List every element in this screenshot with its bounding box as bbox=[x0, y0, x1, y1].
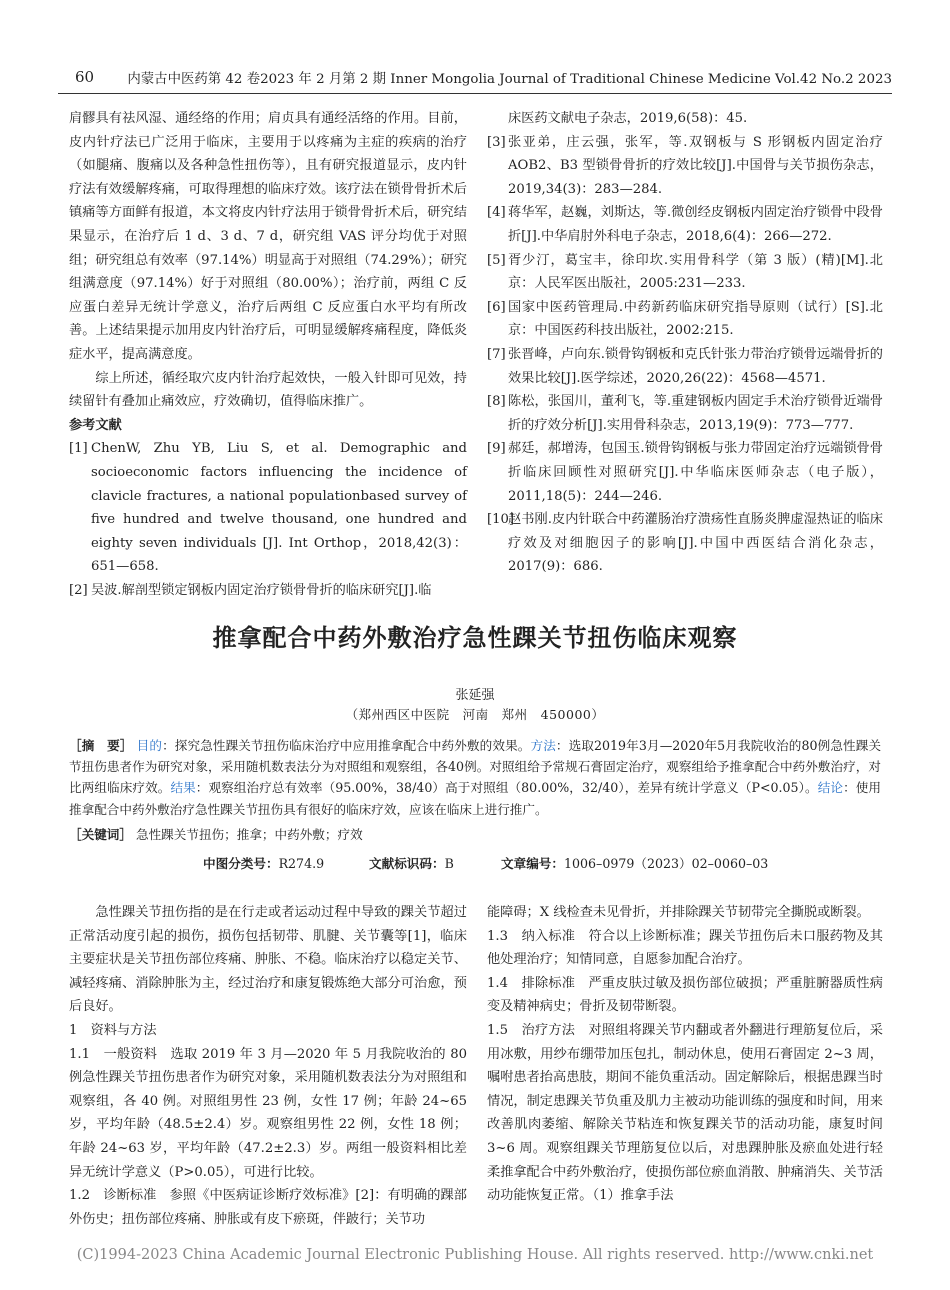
reference-item bbox=[69, 437, 467, 579]
document-code-value: B bbox=[444, 856, 454, 871]
reference-text: 蒋华军，赵巍，刘斯达，等.微创经皮钢板内固定治疗锁骨中段骨折[J].中华肩肘外科电子杂志，2018,6(4)：266—272. bbox=[508, 205, 883, 244]
body-paragraph: 急性踝关节扭伤指的是在行走或者运动过程中导致的踝关节超过正常活动度引起的损伤，损伤包括韧带、肌腱、关节囊等[1]，临床主要症状是关节扭伤部位疼痛、肿胀、不稳。临床治疗以稳定关节、减轻疼痛、消除肿胀为主，经过治疗和康复锻炼绝大部分可治愈，预后良好。 bbox=[69, 905, 467, 1015]
reference-number: [2] bbox=[69, 582, 88, 598]
header-rule bbox=[58, 93, 892, 94]
reference-item bbox=[69, 579, 467, 603]
keywords-text: 急性踝关节扭伤；推拿；中药外敷；疗效 bbox=[135, 827, 363, 842]
reference-text: 郝廷，郝增涛，包国玉.锁骨钩钢板与张力带固定治疗远端锁骨骨折临床回顾性对照研究[J].中华临床医师杂志（电子版），2011,18(5)：244—246. bbox=[508, 441, 883, 504]
reference-number: [7] bbox=[487, 346, 506, 362]
reference-number: [9] bbox=[487, 441, 506, 457]
reference-number: [10] bbox=[487, 512, 515, 528]
page-header bbox=[58, 68, 892, 94]
body-paragraph: 1.5 治疗方法 对照组将踝关节内翻或者外翻进行理筋复位后，采用冰敷，用纱布绷带加压包扎，制动休息，使用石膏固定 2~3 周，嘱咐患者抬高患肢，期间不能负重活动。固定解除后，根据患踝当时情况，制定患踝关节负重及肌力主被动功能训练的强度和时间，用来改善肌肉萎缩、解除关节粘连和恢复踝关节的活动功能，康复时间 3~6 周。观察组踝关节理筋复位以后，对患踝肿胀及瘀血处进行轻柔推拿配合中药外敷治疗，使损伤部位瘀血消散、肿痛消失、关节活动功能恢复正常。（1）推拿手法 bbox=[487, 1022, 883, 1204]
reference-item bbox=[487, 296, 883, 343]
abstract bbox=[69, 735, 881, 820]
reference-text: ChenW, Zhu YB, Liu S, et al. Demographic and socioeconomic factors influencing the incidence of clavicle fractures, a national populationbased survey of five hundred and twelve thousand, one hundred and eighty seven individuals [J]. Int Orthop，2018,42(3)：651—658. bbox=[91, 441, 467, 575]
keywords-label: ［关键词］ bbox=[69, 827, 132, 842]
conclusion-text: ：使用推拿配合中药外敷治疗急性踝关节扭伤具有很好的临床疗效，应该在临床上进行推广。 bbox=[69, 780, 882, 817]
keywords bbox=[69, 824, 881, 843]
article-title: 推拿配合中药外敷治疗急性踝关节扭伤临床观察 bbox=[212, 624, 738, 652]
reference-item bbox=[487, 390, 883, 437]
body-paragraph: 1.1 一般资料 选取 2019 年 3 月—2020 年 5 月我院收治的 80 例急性踝关节扭伤患者作为研究对象，采用随机数表法分为对照组和观察组，各 40 例。对照组男性 23 例，女性 17 例；年龄 24~65 岁，平均年龄（48.5±2.4）岁。观察组男性 22 例，女性 18 例；年龄 24~63 岁，平均年龄（47.2±2.3）岁。两组一般资料相比差异无统计学意义（P>0.05），可进行比较。 bbox=[69, 1046, 467, 1180]
body-paragraph: 能障碍；X 线检查未见骨折，并排除踝关节韧带完全撕脱或断裂。 bbox=[487, 905, 870, 920]
reference-text: 张亚弟，庄云强，张军，等.双钢板与 S 形钢板内固定治疗 AOB2、B3 型锁骨骨折的疗效比较[J].中国骨与关节损伤杂志，2019,34(3)：283—284. bbox=[508, 134, 883, 197]
reference-text: 胥少汀，葛宝丰，徐印坎.实用骨科学（第 3 版）(精)[M].北京：人民军医出版社，2005:231—233. bbox=[508, 252, 883, 292]
copyright-footer: (C)1994-2023 China Academic Journal Electronic Publishing House. All rights reserved. http://www.cnki.net bbox=[76, 1247, 874, 1263]
reference-number: [8] bbox=[487, 394, 506, 410]
reference-item bbox=[487, 201, 883, 248]
reference-number: [5] bbox=[487, 252, 506, 268]
methods-label: 方法 bbox=[530, 738, 556, 753]
reference-item bbox=[487, 343, 883, 390]
journal-title: 内蒙古中医药第 42 卷2023 年 2 月第 2 期 Inner Mongolia Journal of Traditional Chinese Medicine Vol.42 No.2 2023 bbox=[127, 72, 892, 87]
reference-number: [3] bbox=[487, 134, 506, 150]
reference-item bbox=[487, 437, 883, 508]
article-left-column bbox=[69, 901, 467, 1231]
classification-label: 中图分类号： bbox=[203, 856, 279, 871]
reference-number: [4] bbox=[487, 205, 506, 221]
affiliation: （郑州西区中医院 河南 郑州 450000） bbox=[345, 707, 605, 722]
article-number-value: 1006–0979（2023）02–0060–03 bbox=[563, 856, 769, 871]
prev-article-right-column bbox=[487, 107, 883, 579]
objective-label: 目的 bbox=[136, 738, 163, 753]
body-paragraph: 1.3 纳入标准 符合以上诊断标准；踝关节扭伤后未口服药物及其他处理治疗；知情同意，自愿参加配合治疗。 bbox=[487, 928, 883, 968]
reference-text: 赵书刚.皮内针联合中药灌肠治疗溃疡性直肠炎脾虚湿热证的临床疗效及对细胞因子的影响[J].中国中西医结合消化杂志，2017(9)：686. bbox=[508, 512, 883, 575]
reference-text: 国家中医药管理局.中药新药临床研究指导原则（试行）[S].北京：中国医药科技出版社，2002:215. bbox=[508, 299, 883, 339]
reference-text: 吴波.解剖型锁定钢板内固定治疗锁骨骨折的临床研究[J].临 bbox=[91, 582, 432, 598]
abstract-label: ［摘 要］ bbox=[69, 738, 133, 753]
body-paragraph: 综上所述，循经取穴皮内针治疗起效快，一般入针即可见效，持续留针有叠加止痛效应，疗效确切，值得临床推广。 bbox=[69, 370, 467, 410]
body-paragraph: 肩髎具有祛风湿、通经络的作用；肩贞具有通经活络的作用。目前，皮内针疗法已广泛用于临床，主要用于以疼痛为主症的疾病的治疗（如腿痛、腹痛以及各种急性扭伤等），且有研究报道显示，皮内针疗法有效缓解疼痛，可取得理想的临床疗效。该疗法在锁骨骨折术后镇痛等方面鲜有报道，本文将皮内针疗法用于锁骨骨折术后，研究结果显示，在治疗后 1 d、3 d、7 d，研究组 VAS 评分均优于对照组；研究组总有效率（97.14%）明显高于对照组（74.29%）；研究组满意度（97.14%）好于对照组（80.00%）；治疗前，两组 C 反应蛋白差异无统计学意义，治疗后两组 C 反应蛋白水平均有所改善。上述结果提示加用皮内针治疗后，可明显缓解疼痛程度，降低炎症水平，提高满意度。 bbox=[69, 111, 467, 362]
results-text: ：观察组治疗总有效率（95.00%，38/40）高于对照组（80.00%，32/40），差异有统计学意义（P<0.05）。 bbox=[195, 780, 818, 796]
reference-number bbox=[487, 107, 508, 131]
objective-text: ：探究急性踝关节扭伤临床治疗中应用推拿配合中药外敷的效果。 bbox=[162, 738, 531, 753]
reference-item bbox=[487, 131, 883, 202]
prev-article-left-column bbox=[69, 107, 467, 602]
document-code-label: 文献标识码： bbox=[369, 856, 445, 871]
classification-value: R274.9 bbox=[278, 856, 325, 871]
classification-number bbox=[203, 853, 324, 872]
page-number: 60 bbox=[75, 68, 95, 86]
reference-item bbox=[487, 107, 883, 131]
reference-text: 张晋峰，卢向东.锁骨钩钢板和克氏针张力带治疗锁骨远端骨折的效果比较[J].医学综述，2020,26(22)：4568—4571. bbox=[508, 346, 883, 386]
article-right-column bbox=[487, 901, 883, 1208]
conclusion-label: 结论 bbox=[817, 780, 844, 796]
results-label: 结果 bbox=[170, 780, 196, 796]
methods-text: ：选取2019年3月—2020年5月我院收治的80例急性踝关节扭伤患者作为研究对象，采用随机数表法分为对照组和观察组，各40例。对照组给予常规石膏固定治疗，观察组给予推拿配合中药外敷治疗，对比两组临床疗效。 bbox=[69, 738, 882, 796]
reference-item bbox=[487, 508, 883, 579]
reference-text: 床医药文献电子杂志，2019,6(58)：45. bbox=[508, 111, 748, 126]
references-heading: 参考文献 bbox=[69, 417, 122, 433]
article-number bbox=[501, 853, 768, 872]
reference-text: 陈松，张国川，董利飞，等.重建钢板内固定手术治疗锁骨近端骨折的疗效分析[J].实用骨科杂志，2013,19(9)：773—777. bbox=[508, 394, 883, 433]
body-paragraph: 1.4 排除标准 严重皮肤过敏及损伤部位破损；严重脏腑器质性病变及精神病史；骨折及韧带断裂。 bbox=[487, 975, 883, 1015]
author: 张延强 bbox=[455, 688, 495, 703]
document-code bbox=[369, 853, 454, 872]
body-paragraph: 1.2 诊断标准 参照《中医病证诊断疗效标准》[2]：有明确的踝部外伤史；扭伤部位疼痛、肿胀或有皮下瘀斑，伴跛行；关节功 bbox=[69, 1188, 467, 1227]
section-heading: 1 资料与方法 bbox=[69, 1022, 157, 1038]
article-number-label: 文章编号： bbox=[501, 856, 564, 871]
reference-item bbox=[487, 249, 883, 296]
reference-number: [1] bbox=[69, 441, 88, 457]
reference-number: [6] bbox=[487, 299, 506, 315]
